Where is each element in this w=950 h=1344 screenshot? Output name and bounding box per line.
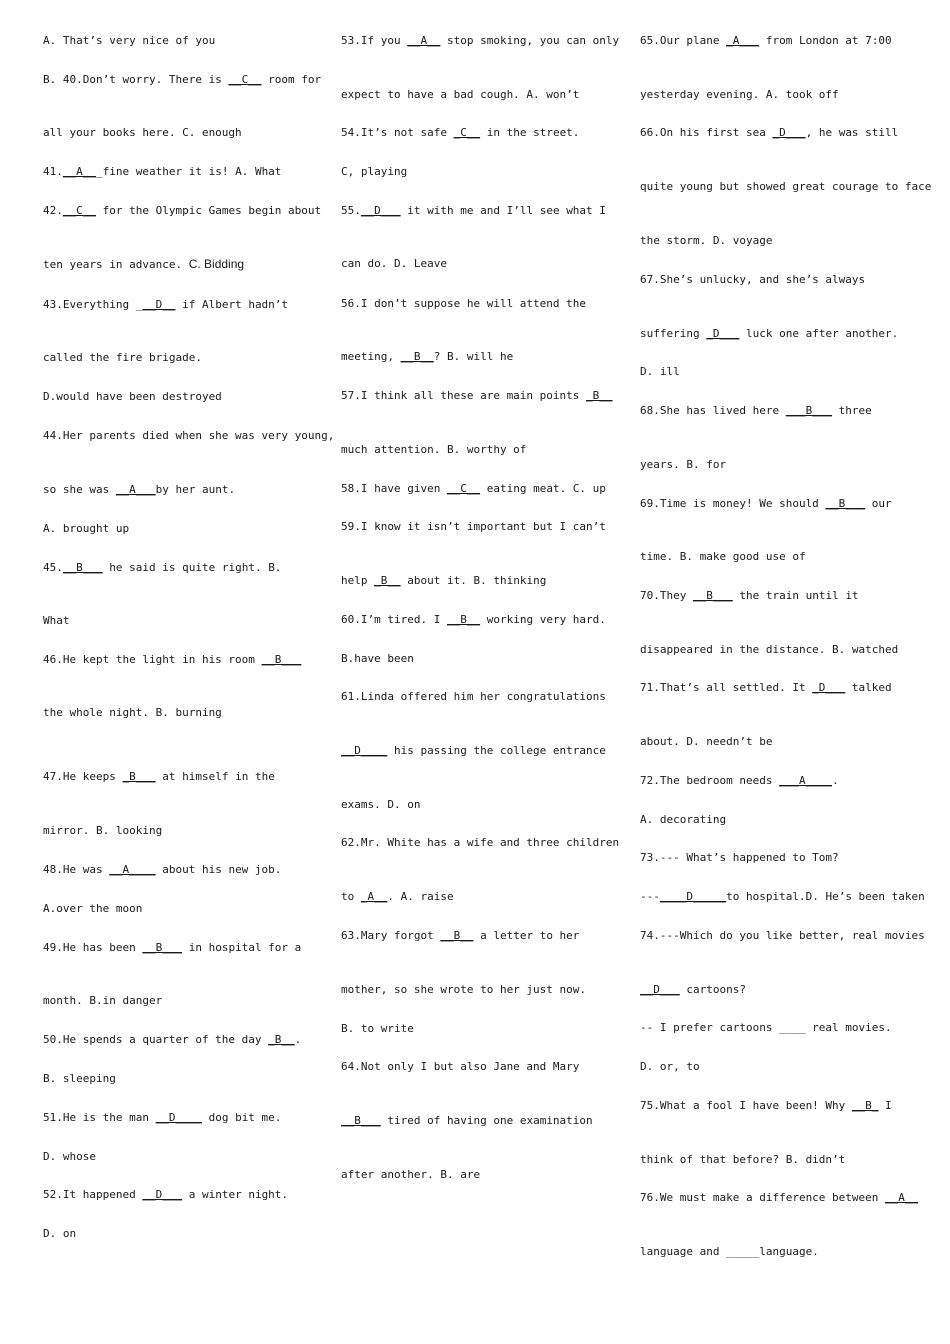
- line-text: .: [832, 774, 839, 787]
- line-text: A. decorating: [640, 813, 727, 826]
- question-line: [640, 735, 772, 749]
- answer-blank: __C__: [446, 482, 481, 495]
- line-text: A. brought up: [43, 522, 130, 535]
- line-text: language and _____language.: [640, 1245, 819, 1258]
- answer-blank: __A__: [407, 34, 441, 47]
- line-text: 70.They: [640, 589, 693, 602]
- question-line: [43, 863, 281, 877]
- question-line: [341, 297, 586, 311]
- question-line: [43, 298, 288, 312]
- line-text: D. on: [43, 1227, 77, 1240]
- question-line: [43, 73, 321, 87]
- answer-blank: _A__: [360, 890, 388, 903]
- line-text: he said is quite right. B.: [102, 561, 282, 574]
- line-text: 41.: [43, 165, 63, 178]
- line-text: 69.Time is money! We should: [640, 497, 826, 510]
- line-text: 48.He was: [43, 863, 110, 876]
- line-text: think of that before? B. didn’t: [640, 1153, 846, 1166]
- line-text: B.have been: [341, 652, 414, 665]
- line-text: 52.It happened: [43, 1188, 143, 1201]
- question-line: [43, 561, 281, 575]
- line-text: 72.The bedroom needs: [640, 774, 780, 787]
- line-text: exams. D. on: [341, 798, 421, 811]
- answer-blank: _B__: [268, 1033, 295, 1046]
- answer-blank: _A___: [726, 34, 760, 47]
- line-text: 53.If you: [341, 34, 408, 47]
- question-line: [341, 126, 579, 140]
- line-text: called the fire brigade.: [43, 351, 202, 364]
- question-line: [640, 88, 839, 102]
- question-line: [43, 1072, 116, 1086]
- line-text: B. 40.Don’t worry. There is: [43, 73, 229, 86]
- line-text: for the Olympic Games begin about: [96, 204, 322, 217]
- line-text: What: [43, 614, 70, 627]
- line-text: years. B. for: [640, 458, 727, 471]
- answer-blank: _C__: [453, 126, 481, 139]
- question-line: [341, 798, 420, 812]
- question-line: [640, 813, 726, 827]
- line-text: mother, so she wrote to her just now.: [341, 983, 587, 996]
- line-text: luck one after another.: [739, 327, 899, 340]
- answer-blank: __B__: [446, 613, 481, 626]
- line-text: month. B.in danger: [43, 994, 163, 1007]
- line-text: about his new job.: [155, 863, 282, 876]
- answer-blank: __B___: [62, 561, 103, 574]
- question-line: [640, 458, 726, 472]
- question-line: [43, 706, 222, 720]
- line-text: 75.What a fool I have been! Why: [640, 1099, 852, 1112]
- question-line: [341, 574, 546, 588]
- line-text: A. That’s very nice of you: [43, 34, 216, 47]
- question-line: [43, 390, 222, 404]
- answer-blank: __D___: [360, 204, 401, 217]
- line-text: to: [341, 890, 361, 903]
- line-text: 56.I don’t suppose he will attend the: [341, 297, 587, 310]
- question-line: [640, 643, 898, 657]
- line-text: can do. D. Leave: [341, 257, 447, 270]
- line-text: much attention. B. worthy of: [341, 443, 527, 456]
- line-text: 44.Her parents died when she was very young,: [43, 429, 335, 442]
- question-line: [43, 653, 301, 667]
- line-text: D. whose: [43, 1150, 96, 1163]
- question-line: [640, 774, 839, 788]
- line-text: a letter to her: [473, 929, 580, 942]
- answer-blank: __C__: [228, 73, 262, 86]
- line-text: disappeared in the distance. B. watched: [640, 643, 899, 656]
- line-text: 42.: [43, 204, 63, 217]
- question-line: [640, 681, 892, 695]
- question-line: [43, 483, 235, 497]
- question-line: [640, 497, 892, 511]
- line-text: 46.He kept the light in his room: [43, 653, 262, 666]
- question-line: [640, 589, 859, 603]
- question-line: [640, 851, 839, 865]
- answer-blank: ___B___: [785, 404, 833, 417]
- line-text: ? B. will he: [433, 350, 514, 363]
- line-text: 73.--- What’s happened to Tom?: [640, 851, 839, 864]
- line-text: his passing the college entrance: [387, 744, 606, 757]
- line-text: room for: [261, 73, 322, 86]
- line-text: I: [878, 1099, 892, 1112]
- line-text: 65.Our plane: [640, 34, 727, 47]
- answer-blank: __D____: [155, 1111, 202, 1124]
- line-text: 63.Mary forgot: [341, 929, 441, 942]
- line-text: all your books here. C. enough: [43, 126, 242, 139]
- question-line: [341, 1022, 414, 1036]
- question-line: [341, 652, 414, 666]
- line-text: eating meat. C. up: [480, 482, 606, 495]
- line-text: 58.I have given: [341, 482, 447, 495]
- line-text: after another. B. are: [341, 1168, 481, 1181]
- question-line: [341, 204, 606, 218]
- answer-blank: __A___: [115, 483, 156, 496]
- answer-blank: _D___: [772, 126, 806, 139]
- line-text: our: [865, 497, 892, 510]
- question-line: [640, 1099, 892, 1113]
- line-text: .: [294, 1033, 302, 1046]
- line-text: so she was: [43, 483, 116, 496]
- question-line: [43, 1227, 76, 1241]
- answer-blank: __B___: [261, 653, 302, 666]
- line-text: . A. raise: [387, 890, 454, 903]
- question-line: [640, 180, 931, 194]
- line-text: three: [832, 404, 872, 417]
- line-text: 62.Mr. White has a wife and three children: [341, 836, 620, 849]
- answer-blank: _D___: [706, 327, 740, 340]
- answer-blank: __A__: [62, 165, 96, 178]
- answer-blank: __D___: [142, 1188, 183, 1201]
- line-text: 43.Everything _: [43, 298, 143, 311]
- question-line: [640, 234, 772, 248]
- line-text: 49.He has been: [43, 941, 143, 954]
- line-text: -- I prefer cartoons ____ real movies.: [640, 1021, 892, 1034]
- line-text: C, playing: [341, 165, 408, 178]
- line-text: quite young but showed great courage to face: [640, 180, 932, 193]
- answer-blank: _B__: [586, 389, 613, 402]
- line-text: 71.That’s all settled. It: [640, 681, 813, 694]
- question-line: [43, 204, 321, 218]
- line-text: 66.On his first sea: [640, 126, 773, 139]
- line-text: 54.It’s not safe: [341, 126, 454, 139]
- line-text: mirror. B. looking: [43, 824, 163, 837]
- line-text: yesterday evening. A. took off: [640, 88, 839, 101]
- question-line: [43, 902, 142, 916]
- line-text: working very hard.: [480, 613, 606, 626]
- question-line: [341, 165, 407, 179]
- question-line: [43, 614, 70, 628]
- line-text: 51.He is the man: [43, 1111, 156, 1124]
- answer-blank: __B_: [851, 1099, 879, 1112]
- answer-blank: ____D_____: [659, 890, 727, 903]
- question-line: [43, 522, 129, 536]
- answer-blank: __D__: [142, 298, 176, 311]
- question-line: [640, 1021, 892, 1035]
- line-text: D.would have been destroyed: [43, 390, 222, 403]
- line-text: 64.Not only I but also Jane and Mary: [341, 1060, 580, 1073]
- question-line: [341, 389, 613, 403]
- question-line: [341, 34, 619, 48]
- question-line: [43, 1188, 288, 1202]
- question-line: [341, 482, 606, 496]
- answer-blank: _B__: [374, 574, 401, 587]
- question-line: [43, 770, 275, 784]
- question-line: [341, 690, 606, 704]
- question-line: [341, 836, 619, 850]
- line-text: cartoons?: [679, 983, 746, 996]
- question-line: [341, 520, 606, 534]
- question-line: [640, 34, 892, 48]
- line-text: 55.: [341, 204, 361, 217]
- line-text: in the street.: [480, 126, 580, 139]
- line-text: ---: [640, 890, 660, 903]
- question-line: [640, 365, 680, 379]
- question-line: [640, 983, 746, 997]
- line-text: A.over the moon: [43, 902, 143, 915]
- line-text: suffering: [640, 327, 707, 340]
- question-line: [640, 273, 865, 287]
- question-line: [341, 890, 454, 904]
- line-text: 45.: [43, 561, 63, 574]
- line-text: 60.I’m tired. I: [341, 613, 447, 626]
- answer-blank: __B__: [440, 929, 474, 942]
- question-line: [43, 1033, 301, 1047]
- answer-blank: __B___: [142, 941, 183, 954]
- line-text: stop smoking, you can only: [440, 34, 620, 47]
- question-line: [640, 404, 872, 418]
- line-text: meeting,: [341, 350, 401, 363]
- question-line: [43, 1150, 96, 1164]
- line-text: by her aunt.: [155, 483, 236, 496]
- line-text: the whole night. B. burning: [43, 706, 222, 719]
- answer-blank: __B___: [692, 589, 733, 602]
- line-text: 67.She’s unlucky, and she’s always: [640, 273, 866, 286]
- question-line: [640, 1191, 918, 1205]
- question-line: [640, 1153, 845, 1167]
- line-text: B. to write: [341, 1022, 414, 1035]
- question-line: [341, 443, 526, 457]
- line-text: 61.Linda offered him her congratulations: [341, 690, 606, 703]
- line-text: to hospital.D. He’s been taken: [726, 890, 925, 903]
- line-text: B. sleeping: [43, 1072, 116, 1085]
- answer-blank: __A____: [109, 863, 156, 876]
- line-text: the train until it: [732, 589, 859, 602]
- line-text: it with me and I’ll see what I: [400, 204, 606, 217]
- line-text: D. or, to: [640, 1060, 700, 1073]
- question-line: [341, 1114, 593, 1128]
- answer-blank: _B___: [122, 770, 156, 783]
- line-text: at himself in the: [155, 770, 275, 783]
- line-text: _fine weather it is! A. What: [96, 165, 282, 178]
- line-text: from London at 7:00: [759, 34, 892, 47]
- line-text: dog bit me.: [201, 1111, 282, 1124]
- line-text: talked: [845, 681, 892, 694]
- question-line: [640, 1060, 700, 1074]
- line-text: expect to have a bad cough. A. won’t: [341, 88, 580, 101]
- line-text: , he was still: [805, 126, 899, 139]
- line-text: in hospital for a: [182, 941, 302, 954]
- question-line: [43, 429, 334, 443]
- question-line: [341, 350, 513, 364]
- line-text: 76.We must make a difference between: [640, 1191, 886, 1204]
- question-line: [43, 941, 301, 955]
- question-line: [43, 351, 202, 365]
- question-line: [341, 744, 606, 758]
- question-line: [43, 126, 242, 140]
- line-text: ten years in advance.: [43, 258, 189, 271]
- line-text: 68.She has lived here: [640, 404, 786, 417]
- question-line: [341, 929, 579, 943]
- question-line: [341, 613, 606, 627]
- answer-blank: _D___: [812, 681, 846, 694]
- question-line: [341, 1060, 579, 1074]
- line-text: if Albert hadn’t: [175, 298, 289, 311]
- line-text: the storm. D. voyage: [640, 234, 773, 247]
- answer-blank: __D___: [640, 983, 680, 996]
- line-text: 57.I think all these are main points: [341, 389, 587, 402]
- line-text: time. B. make good use of: [640, 550, 806, 563]
- question-line: [640, 929, 925, 943]
- answer-blank: __B___: [341, 1114, 381, 1127]
- answer-blank: __B__: [400, 350, 434, 363]
- line-text: about it. B. thinking: [400, 574, 547, 587]
- question-line: [640, 126, 898, 140]
- question-line: [341, 983, 586, 997]
- question-line: [640, 327, 898, 341]
- answer-option-text: C. Bidding: [188, 257, 245, 271]
- question-line: [341, 257, 447, 271]
- question-line: [43, 1111, 281, 1125]
- question-line: [43, 34, 215, 48]
- answer-blank: __A__: [885, 1191, 919, 1204]
- question-line: [43, 994, 162, 1008]
- answer-blank: ___A____: [779, 774, 833, 787]
- line-text: a winter night.: [182, 1188, 289, 1201]
- line-text: D. ill: [640, 365, 680, 378]
- line-text: tired of having one examination: [380, 1114, 593, 1127]
- line-text: 50.He spends a quarter of the day: [43, 1033, 269, 1046]
- question-line: [640, 550, 806, 564]
- line-text: 74.---Which do you like better, real movies: [640, 929, 925, 942]
- line-text: help: [341, 574, 375, 587]
- question-line: [43, 257, 244, 272]
- question-line: [341, 1168, 480, 1182]
- answer-blank: __B___: [825, 497, 866, 510]
- question-line: [640, 1245, 819, 1259]
- answer-blank: __D____: [341, 744, 388, 757]
- line-text: 59.I know it isn’t important but I can’t: [341, 520, 606, 533]
- question-line: [43, 824, 162, 838]
- question-line: [43, 165, 281, 179]
- line-text: 47.He keeps: [43, 770, 123, 783]
- answer-blank: __C__: [62, 204, 96, 217]
- question-line: [341, 88, 579, 102]
- line-text: about. D. needn’t be: [640, 735, 773, 748]
- question-line: [640, 890, 925, 904]
